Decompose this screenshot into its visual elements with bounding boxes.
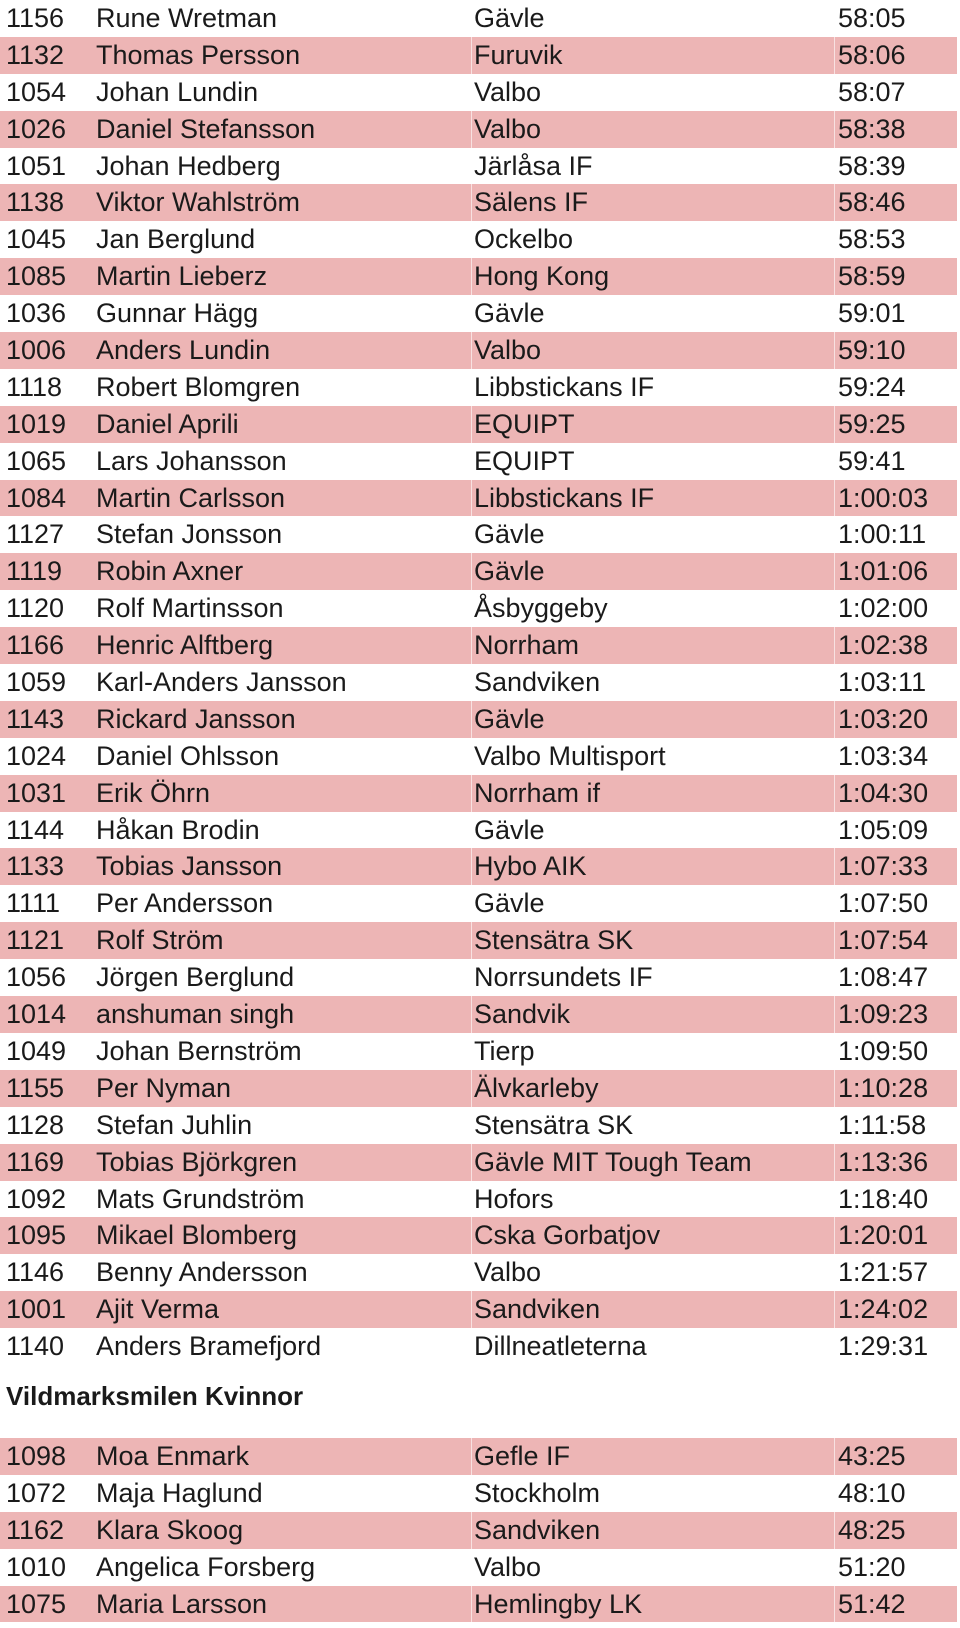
club-name: Tierp (474, 1033, 535, 1070)
table-row (0, 111, 957, 148)
club-name: Hemlingby LK (474, 1586, 642, 1623)
club-name: Ockelbo (474, 221, 573, 258)
finish-time: 58:46 (838, 184, 906, 221)
club-name: Stockholm (474, 1475, 600, 1512)
runner-name: Daniel Stefansson (96, 113, 316, 144)
table-row (0, 627, 957, 664)
runner-name: Daniel Ohlsson (96, 740, 280, 771)
table-row (0, 1254, 957, 1291)
table-row (0, 74, 957, 111)
finish-time: 59:25 (838, 406, 906, 443)
runner-name: Henric Alftberg (96, 630, 274, 661)
club-name: Järlåsa IF (474, 148, 593, 185)
finish-time: 1:08:47 (838, 959, 928, 996)
club-name: Valbo (474, 1254, 541, 1291)
runner-name: Daniel Aprili (96, 408, 239, 439)
bib-number: 1133 (6, 851, 65, 882)
finish-time: 43:25 (838, 1438, 906, 1475)
bib-number: 1065 (6, 445, 67, 476)
runner-name: Gunnar Hägg (96, 298, 259, 329)
club-name: Valbo Multisport (474, 738, 666, 775)
finish-time: 1:03:11 (838, 664, 926, 701)
finish-time: 1:03:34 (838, 738, 928, 775)
runner-name: Viktor Wahlström (96, 187, 301, 218)
runner-name: Johan Lundin (96, 76, 259, 107)
bib-number: 1085 (6, 261, 67, 292)
section-heading-women: Vildmarksmilen Kvinnor (6, 1381, 304, 1411)
finish-time: 58:39 (838, 148, 906, 185)
club-name: Cska Gorbatjov (474, 1217, 660, 1254)
bib-number: 1001 (6, 1294, 67, 1325)
runner-name: Benny Andersson (96, 1257, 308, 1288)
runner-name: Håkan Brodin (96, 814, 260, 845)
bib-number: 1059 (6, 667, 67, 698)
club-name: Gävle (474, 701, 545, 738)
finish-time: 1:02:38 (838, 627, 928, 664)
table-row (0, 369, 957, 406)
club-name: Valbo (474, 332, 541, 369)
table-row (0, 1438, 957, 1475)
bib-number: 1166 (6, 630, 65, 661)
bib-number: 1075 (6, 1588, 67, 1619)
runner-name: Moa Enmark (96, 1441, 250, 1471)
table-row (0, 1144, 957, 1181)
club-name: Norrham if (474, 775, 600, 812)
finish-time: 1:02:00 (838, 590, 928, 627)
finish-time: 59:41 (838, 443, 906, 480)
runner-name: Maria Larsson (96, 1588, 268, 1619)
bib-number: 1084 (6, 482, 67, 513)
table-row (0, 516, 957, 553)
club-name: Gävle (474, 0, 545, 37)
table-row (0, 258, 957, 295)
club-name: Sandviken (474, 1512, 600, 1549)
finish-time: 58:53 (838, 221, 906, 258)
finish-time: 1:11:58 (838, 1107, 926, 1144)
finish-time: 1:03:20 (838, 701, 928, 738)
club-name: Gävle (474, 885, 545, 922)
runner-name: Angelica Forsberg (96, 1551, 316, 1582)
table-row (0, 37, 957, 74)
bib-number: 1127 (6, 519, 65, 550)
club-name: EQUIPT (474, 406, 575, 443)
table-row (0, 959, 957, 996)
finish-time: 1:10:28 (838, 1070, 928, 1107)
club-name: Stensätra SK (474, 922, 633, 959)
runner-name: Tobias Jansson (96, 851, 283, 882)
finish-time: 1:04:30 (838, 775, 928, 812)
table-row (0, 406, 957, 443)
bib-number: 1051 (6, 150, 67, 181)
bib-number: 1128 (6, 1109, 65, 1140)
table-row (0, 664, 957, 701)
table-row (0, 1586, 957, 1623)
club-name: Sandviken (474, 664, 600, 701)
club-name: Gävle MIT Tough Team (474, 1144, 752, 1181)
bib-number: 1155 (6, 1072, 65, 1103)
bib-number: 1146 (6, 1257, 65, 1288)
bib-number: 1056 (6, 962, 67, 993)
finish-time: 48:25 (838, 1512, 906, 1549)
runner-name: Per Andersson (96, 888, 274, 919)
bib-number: 1132 (6, 39, 65, 70)
club-name: Gefle IF (474, 1438, 570, 1475)
bib-number: 1144 (6, 814, 65, 845)
table-row (0, 701, 957, 738)
table-row (0, 1328, 957, 1365)
finish-time: 1:21:57 (838, 1254, 928, 1291)
runner-name: Martin Carlsson (96, 482, 286, 513)
club-name: Norrham (474, 627, 579, 664)
finish-time: 58:07 (838, 74, 906, 111)
bib-number: 1156 (6, 3, 65, 33)
runner-name: Mikael Blomberg (96, 1220, 298, 1251)
table-row (0, 148, 957, 185)
finish-time: 1:09:50 (838, 1033, 928, 1070)
club-name: Gävle (474, 812, 545, 849)
runner-name: Stefan Juhlin (96, 1109, 253, 1140)
club-name: Sälens IF (474, 184, 588, 221)
finish-time: 1:24:02 (838, 1291, 928, 1328)
runner-name: Klara Skoog (96, 1514, 244, 1545)
table-row (0, 996, 957, 1033)
bib-number: 1118 (6, 371, 63, 402)
club-name: Åsbyggeby (474, 590, 608, 627)
bib-number: 1049 (6, 1035, 67, 1066)
runner-name: Lars Johansson (96, 445, 287, 476)
table-row (0, 295, 957, 332)
table-row (0, 1475, 957, 1512)
table-row (0, 1217, 957, 1254)
bib-number: 1119 (6, 556, 63, 587)
runner-name: anshuman singh (96, 999, 295, 1030)
bib-number: 1026 (6, 113, 67, 144)
runner-name: Karl-Anders Jansson (96, 667, 347, 698)
finish-time: 58:05 (838, 0, 906, 37)
runner-name: Thomas Persson (96, 39, 301, 70)
finish-time: 58:06 (838, 37, 906, 74)
club-name: Gävle (474, 516, 545, 553)
club-name: Stensätra SK (474, 1107, 633, 1144)
table-row (0, 1291, 957, 1328)
bib-number: 1111 (6, 888, 61, 919)
runner-name: Maja Haglund (96, 1477, 263, 1508)
bib-number: 1162 (6, 1514, 65, 1545)
finish-time: 51:42 (838, 1586, 906, 1623)
bib-number: 1031 (6, 777, 67, 808)
finish-time: 1:18:40 (838, 1181, 928, 1218)
club-name: Valbo (474, 74, 541, 111)
club-name: Valbo (474, 111, 541, 148)
runner-name: Stefan Jonsson (96, 519, 283, 550)
club-name: Hofors (474, 1181, 554, 1218)
club-name: Sandvik (474, 996, 570, 1033)
table-row (0, 221, 957, 258)
runner-name: Rolf Martinsson (96, 593, 284, 624)
club-name: Älvkarleby (474, 1070, 599, 1107)
table-row (0, 885, 957, 922)
club-name: Sandviken (474, 1291, 600, 1328)
bib-number: 1014 (6, 999, 67, 1030)
club-name: Valbo (474, 1549, 541, 1586)
club-name: EQUIPT (474, 443, 575, 480)
table-row (0, 0, 957, 37)
runner-name: Rickard Jansson (96, 703, 296, 734)
finish-time: 1:07:54 (838, 922, 928, 959)
finish-time: 58:59 (838, 258, 906, 295)
runner-name: Erik Öhrn (96, 777, 211, 808)
finish-time: 51:20 (838, 1549, 906, 1586)
table-row (0, 775, 957, 812)
club-name: Furuvik (474, 37, 563, 74)
finish-time: 48:10 (838, 1475, 906, 1512)
finish-time: 1:29:31 (838, 1328, 928, 1365)
table-row (0, 1070, 957, 1107)
club-name: Gävle (474, 553, 545, 590)
table-row (0, 1181, 957, 1218)
runner-name: Rolf Ström (96, 925, 224, 956)
finish-time: 1:07:50 (838, 885, 928, 922)
runner-name: Johan Hedberg (96, 150, 281, 181)
finish-time: 58:38 (838, 111, 906, 148)
runner-name: Anders Bramefjord (96, 1331, 322, 1362)
table-row (0, 738, 957, 775)
bib-number: 1098 (6, 1441, 67, 1471)
bib-number: 1095 (6, 1220, 67, 1251)
table-row (0, 1549, 957, 1586)
runner-name: Robert Blomgren (96, 371, 301, 402)
table-row (0, 184, 957, 221)
bib-number: 1169 (6, 1146, 65, 1177)
club-name: Gävle (474, 295, 545, 332)
bib-number: 1006 (6, 335, 67, 366)
table-row (0, 922, 957, 959)
bib-number: 1054 (6, 76, 67, 107)
bib-number: 1045 (6, 224, 67, 255)
finish-time: 59:24 (838, 369, 906, 406)
finish-time: 1:09:23 (838, 996, 928, 1033)
club-name: Hong Kong (474, 258, 609, 295)
finish-time: 1:05:09 (838, 812, 928, 849)
runner-name: Jan Berglund (96, 224, 256, 255)
bib-number: 1024 (6, 740, 67, 771)
bib-number: 1143 (6, 703, 65, 734)
finish-time: 59:01 (838, 295, 906, 332)
runner-name: Mats Grundström (96, 1183, 305, 1214)
bib-number: 1120 (6, 593, 65, 624)
finish-time: 1:00:11 (838, 516, 926, 553)
runner-name: Robin Axner (96, 556, 244, 587)
table-row (0, 848, 957, 885)
table-row (0, 553, 957, 590)
finish-time: 1:20:01 (838, 1217, 928, 1254)
finish-time: 59:10 (838, 332, 906, 369)
finish-time: 1:00:03 (838, 480, 928, 517)
bib-number: 1092 (6, 1183, 67, 1214)
bib-number: 1140 (6, 1331, 65, 1362)
runner-name: Jörgen Berglund (96, 962, 295, 993)
table-row (0, 480, 957, 517)
runner-name: Rune Wretman (96, 3, 278, 33)
bib-number: 1036 (6, 298, 67, 329)
table-row (0, 812, 957, 849)
club-name: Dillneatleterna (474, 1328, 647, 1365)
runner-name: Johan Bernström (96, 1035, 302, 1066)
women-results-table (0, 1438, 957, 1622)
club-name: Hybo AIK (474, 848, 587, 885)
club-name: Libbstickans IF (474, 480, 654, 517)
bib-number: 1138 (6, 187, 65, 218)
finish-time: 1:13:36 (838, 1144, 928, 1181)
runner-name: Martin Lieberz (96, 261, 268, 292)
bib-number: 1072 (6, 1477, 67, 1508)
table-row (0, 332, 957, 369)
table-row (0, 443, 957, 480)
finish-time: 1:07:33 (838, 848, 928, 885)
bib-number: 1010 (6, 1551, 67, 1582)
runner-name: Per Nyman (96, 1072, 232, 1103)
runner-name: Ajit Verma (96, 1294, 220, 1325)
runner-name: Anders Lundin (96, 335, 271, 366)
bib-number: 1121 (6, 925, 65, 956)
table-row (0, 1033, 957, 1070)
finish-time: 1:01:06 (838, 553, 928, 590)
club-name: Libbstickans IF (474, 369, 654, 406)
table-row (0, 1107, 957, 1144)
club-name: Norrsundets IF (474, 959, 653, 996)
table-row (0, 590, 957, 627)
bib-number: 1019 (6, 408, 67, 439)
runner-name: Tobias Björkgren (96, 1146, 298, 1177)
table-row (0, 1512, 957, 1549)
